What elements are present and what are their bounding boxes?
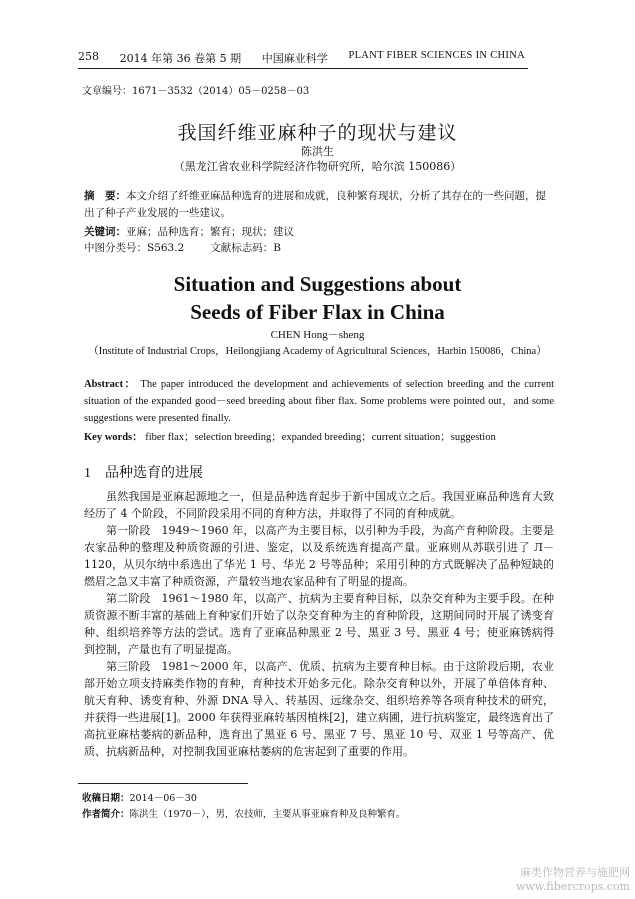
journal-name-en: PLANT FIBER SCIENCES IN CHINA	[348, 50, 525, 61]
running-header	[78, 50, 525, 66]
abstract-en	[84, 376, 554, 427]
body-paragraph: 第一阶段 1949～1960 年，以高产为主要目标，以引种为手段，为高产育种阶段。主要是农家品种的整理及种质资源的引进、鉴定，以及系统选育提高产量。亚麻则从苏联引进了 Л－1120，从贝尔纳中系选出了华光 1 号、华光 2 号等品种；采用引种的方式既解决了品种短缺的燃眉之急又丰富了种质资源，产量较当地农家品种有了明显的提高。	[84, 524, 554, 588]
title-en	[0, 270, 635, 326]
header-rule	[78, 68, 528, 69]
title-en-line1: Situation and Suggestions about	[173, 272, 462, 296]
received-label: 收稿日期：	[82, 793, 130, 804]
footnote-received	[82, 790, 197, 804]
author-cn: 陈洪生	[301, 145, 334, 158]
issue-info: 2014 年第 36 卷第 5 期	[119, 52, 242, 65]
footnote-rule	[78, 783, 248, 784]
clc-label: 中图分类号：	[84, 242, 147, 254]
journal-name-cn: 中国麻业科学	[261, 52, 328, 65]
keywords-en	[84, 429, 554, 444]
keywords-en-label: Key words：	[84, 432, 143, 443]
watermark	[504, 866, 630, 894]
received-date: 2014－06－30	[129, 793, 197, 804]
title-en-line2: Seeds of Fiber Flax in China	[190, 300, 445, 324]
doc-code: B	[273, 242, 281, 254]
keywords-cn	[84, 224, 294, 239]
body-paragraph: 虽然我国是亚麻起源地之一，但是品种选育起步于新中国成立之后。我国亚麻品种选育大致经历了 4 个阶段，不同阶段采用不同的育种方法，并取得了不同的育种成就。	[84, 490, 554, 520]
footnote-author-bio	[82, 806, 405, 820]
clc-code: S563.2	[147, 242, 185, 254]
bio-text: 陈洪生（1970－），男，农技师，主要从事亚麻育种及良种繁育。	[129, 809, 406, 820]
keywords-cn-text: 亚麻；品种选育；繁育；现状；建议	[126, 226, 294, 238]
section-title: 品种选育的进展	[105, 465, 203, 481]
title-cn: 我国纤维亚麻种子的现状与建议	[177, 122, 458, 144]
abstract-cn-text: 本文介绍了纤维亚麻品种选育的进展和成就，良种繁育现状，分析了其存在的一些问题，提出了种子产业发展的一些建议。	[84, 190, 546, 219]
abstract-en-label: Abstract：	[84, 379, 137, 390]
page-number: 258	[78, 50, 99, 63]
affiliation-cn: （黑龙江省农业科学院经济作物研究所，哈尔滨 150086）	[173, 160, 462, 173]
abstract-cn-label: 摘 要：	[84, 190, 126, 202]
section-heading	[84, 462, 203, 482]
section-number: 1	[84, 466, 91, 481]
classification-line	[84, 240, 291, 255]
doc-code-label: 文献标志码：	[210, 242, 274, 254]
bio-label: 作者简介：	[82, 809, 130, 820]
watermark-line2: www.fibercrops.com	[515, 880, 630, 893]
author-en: CHEN Hong－sheng	[270, 329, 365, 341]
body-paragraph: 第二阶段 1961～1980 年，以高产、抗病为主要育种目标，以杂交育种为主要手段。在种质资源不断丰富的基础上育种家们开始了以杂交育种为主的育种阶段，这期间同时开展了诱变育种、组织培养等方法的尝试。选育了亚麻品种黑亚 2 号、黑亚 3 号、黑亚 4 号；使亚麻锈病得到控制，产量也有了明显提高。	[84, 592, 554, 656]
keywords-cn-label: 关键词：	[84, 226, 126, 238]
article-number: 文章编号：1671－3532（2014）05－0258－03	[82, 86, 310, 97]
abstract-en-text: The paper introduced the development and achievements of selection breeding and the current situation of the expanded good－seed breeding about fiber flax. Some problems were pointed out，and some suggestions were presented finally.	[84, 379, 554, 424]
keywords-en-text: fiber flax；selection breeding；expanded breeding；current situation；suggestion	[145, 432, 496, 443]
watermark-line1: 麻类作物营养与施肥网	[520, 866, 630, 879]
body-paragraph: 第三阶段 1981～2000 年，以高产、优质、抗病为主要育种目标。由于这阶段后期，农业部开始立项支持麻类作物的育种，育种技术开始多元化。除杂交育种以外，开展了单倍体育种、航天育种、诱变育种、外源 DNA 导入、转基因、远缘杂交、组织培养等各项育种技术的研究，并获得一些进展[1]。2000 年获得亚麻转基因植株[2]，建立病圃，进行抗病鉴定，最终选育出了高抗亚麻枯萎病的新品种，选育出了黑亚 6 号、黑亚 7 号、黑亚 10 号、双亚 1 号等高产、优质、抗病新品种，对控制我国亚麻枯萎病的危害起到了重要的作用。	[84, 660, 554, 758]
abstract-cn	[84, 188, 554, 222]
affiliation-en: （Institute of Industrial Crops，Heilongjiang Academy of Agricultural Sciences，Harbin 150086，China）	[88, 346, 547, 357]
